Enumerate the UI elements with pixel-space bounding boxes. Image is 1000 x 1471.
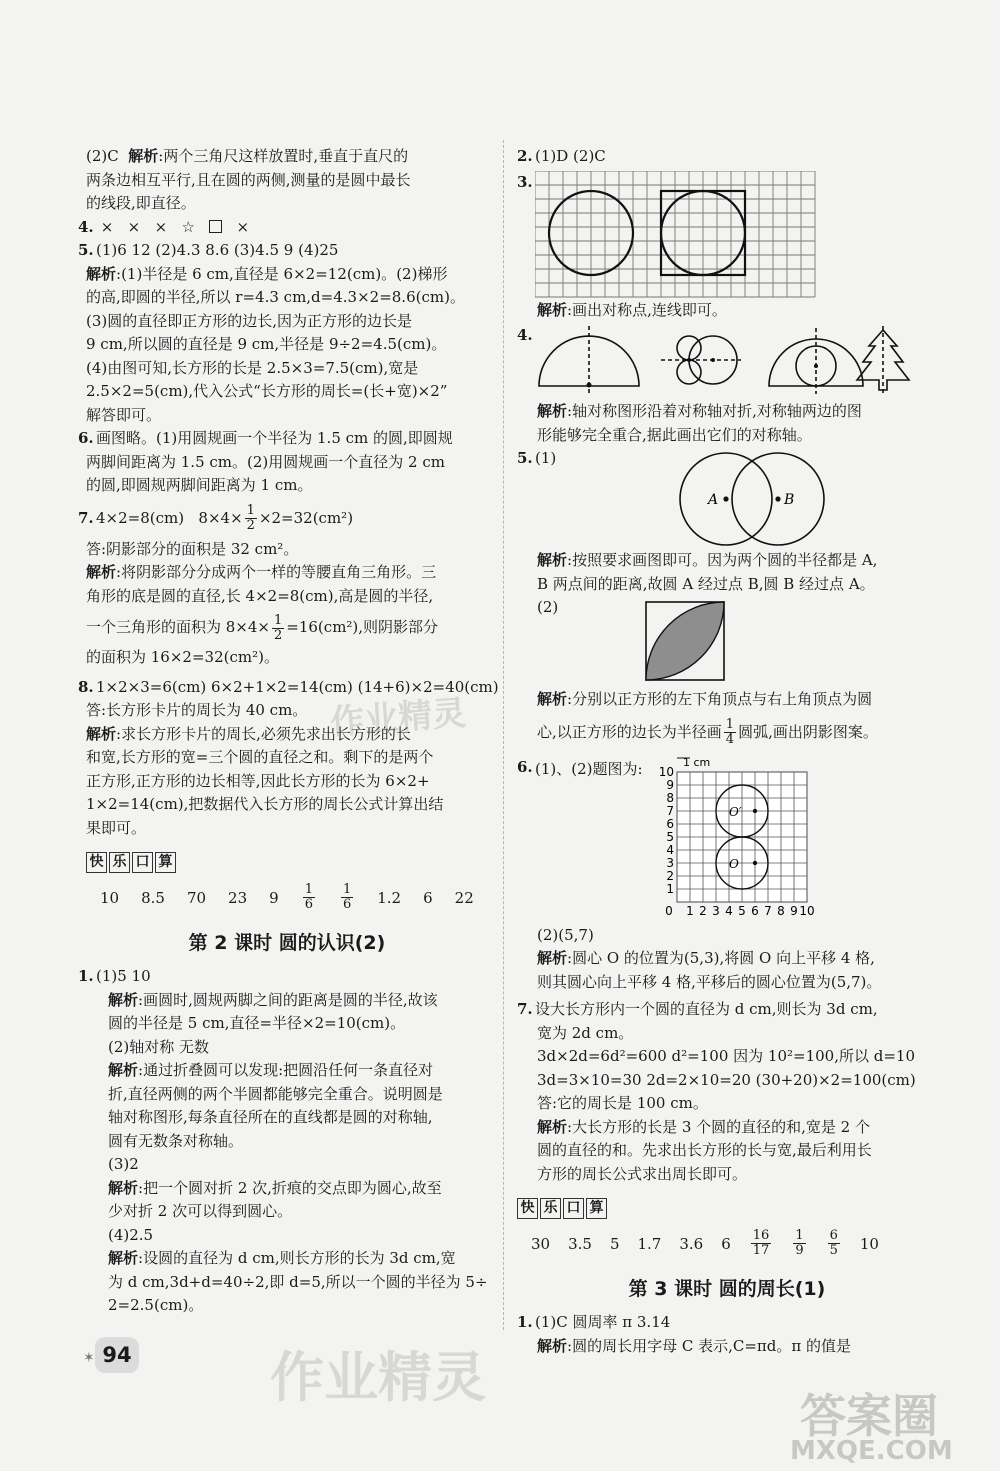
answer-value: 5 (609, 1234, 620, 1253)
equation: 1×2×3=6(cm) 6×2+1×2=14(cm) (14+6)×2=40(cm) (96, 677, 499, 696)
watermark: 作业精灵 (270, 1346, 486, 1409)
q5-analysis (86, 263, 488, 287)
badge-char: 口 (563, 1198, 584, 1219)
fraction (303, 883, 315, 912)
question-number: 5. (78, 241, 94, 259)
analysis-text: 形能够完全重合,据此画出它们的对称轴。 (537, 425, 812, 444)
point-label-b: B (784, 492, 795, 508)
analysis-text: 圆的半径是 5 cm,直径=半径×2=10(cm)。 (108, 1014, 406, 1032)
equation: 3d×2d=6d²=600 d²=100 因为 10²=100,所以 d=10 (537, 1047, 915, 1065)
analysis-text: 圆弧,画出阴影图案。 (738, 722, 878, 741)
q3-part2 (86, 145, 488, 169)
answer-text: (2)C (86, 147, 119, 165)
answer-text: 设大长方形内一个圆的直径为 d cm,则长为 3d cm, (535, 1000, 878, 1018)
analysis-label: 解析 (108, 1178, 139, 1197)
q6-coordinate-grid-figure (649, 756, 829, 916)
analysis-label: 解析 (128, 147, 159, 165)
equation: 4×2=8(cm) (96, 508, 185, 527)
analysis-text: :按照要求画图即可。因为两个圆的半径都是 A, (567, 551, 878, 569)
analysis-label: 解析 (108, 1061, 139, 1079)
analysis-text: (4)由图可知,长方形的长是 2.5×3=7.5(cm),宽是 (86, 358, 419, 377)
analysis-text: 折,直径两侧的两个半圆都能够完全重合。说明圆是 (108, 1084, 443, 1103)
answer-value: 8.5 (141, 888, 165, 907)
q4-line (78, 216, 488, 240)
answer-text: (1)D (2)C (535, 147, 606, 165)
analysis-text: 1×2=14(cm),把数据代入长方形的周长公式计算出结 (86, 795, 444, 813)
answer-value: 3.5 (568, 1234, 592, 1253)
x-tick-label: 7 (763, 903, 772, 916)
x-tick-label: 6 (750, 903, 759, 916)
x-tick-label: 1 (685, 903, 694, 916)
badge-char: 算 (586, 1198, 607, 1219)
label-o: O (728, 856, 739, 871)
x-tick-label: 10 (798, 903, 815, 916)
answer-text: (2)轴对称 无数 (108, 1037, 210, 1056)
x-tick-label: 3 (711, 903, 720, 916)
y-tick-label: 10 (658, 764, 674, 779)
answer-value: 10 (100, 888, 120, 907)
analysis-text: 的高,即圆的半径,所以 r=4.3 cm,d=4.3×2=8.6(cm)。 (86, 288, 465, 306)
answer-text: (3)2 (108, 1155, 139, 1173)
r-q5-analysis2-frac (517, 712, 937, 752)
r-q5-part2 (517, 596, 937, 684)
s2q1-a4-analysis (86, 1247, 488, 1271)
analysis-text: 的线段,即直径。 (86, 194, 196, 212)
y-tick-label: 3 (665, 855, 674, 870)
r-q4-analysis (517, 400, 937, 424)
s2q1-a1 (78, 965, 488, 989)
section-title: 第 3 课时 圆的周长(1) (628, 1278, 826, 1300)
answer-text: (1)、(2)题图为: (535, 759, 643, 778)
numerator: 1 (795, 1228, 804, 1243)
analysis-label: 解析 (86, 563, 117, 581)
label-o-prime: O′ (728, 804, 742, 819)
answer-text: 两脚间距离为 1.5 cm。(2)用圆规画一个直径为 2 cm (86, 452, 445, 471)
y-tick-label: 7 (665, 803, 674, 818)
numerator: 16 (752, 1228, 770, 1243)
watermark: MXQE.COM (790, 1436, 953, 1466)
q5-answer (78, 239, 488, 263)
answer-text: (4)2.5 (108, 1225, 154, 1244)
answer-value: 1.2 (377, 888, 402, 907)
watermark: 答案圈 (800, 1389, 938, 1443)
analysis-label: 解析 (537, 1336, 568, 1355)
analysis-text: 果即可。 (86, 818, 147, 837)
analysis-text: 2=2.5(cm)。 (108, 1296, 204, 1314)
fraction (793, 1229, 805, 1258)
r-q7-analysis (517, 1116, 937, 1140)
analysis-label: 解析 (86, 724, 117, 743)
analysis-text: 和宽,长方形的宽=三个圆的直径之和。剩下的是两个 (86, 748, 434, 766)
question-number: 5. (517, 449, 533, 467)
fraction (272, 614, 284, 643)
answer-value: 6 (423, 888, 433, 907)
numerator: 1 (304, 882, 313, 897)
answer-value: 6 (721, 1234, 731, 1253)
denominator: 9 (795, 1243, 804, 1258)
answer-text: 画图略。(1)用圆规画一个半径为 1.5 cm 的圆,即圆规 (96, 429, 453, 447)
q8-equation (78, 676, 499, 700)
answer-text: 的圆,即圆规两脚间距离为 1 cm。 (86, 476, 313, 494)
question-number: 3. (517, 172, 533, 191)
r-q6 (517, 755, 937, 916)
r-q7 (517, 998, 937, 1022)
question-number: 6. (517, 757, 533, 776)
question-number: 2. (517, 147, 533, 165)
x-tick-label: 4 (724, 903, 733, 916)
left-column (78, 145, 499, 1318)
fraction (724, 718, 736, 747)
x-tick-label: 0 (664, 903, 673, 916)
page-number: 94 (95, 1337, 139, 1373)
answer-value: 1.7 (637, 1234, 662, 1253)
y-tick-label: 8 (665, 790, 674, 805)
answer-value: 70 (186, 888, 207, 907)
analysis-text: 解答即可。 (86, 405, 162, 424)
question-number: 7. (78, 508, 94, 527)
s3q1-analysis (517, 1335, 937, 1359)
y-tick-label: 4 (665, 842, 674, 857)
question-number: 4. (78, 217, 94, 236)
answer-value: 30 (531, 1234, 551, 1253)
fraction (828, 1229, 840, 1258)
mark: × (100, 217, 114, 236)
answer-text: (1)5 10 (96, 967, 151, 985)
analysis-text: 角形的底是圆的直径,长 4×2=8(cm),高是圆的半径, (86, 586, 434, 605)
analysis-label: 解析 (108, 990, 139, 1009)
q5-two-circles-figure (626, 449, 886, 549)
x-tick-label: 2 (698, 903, 707, 916)
center-o-prime-dot (752, 808, 756, 812)
y-tick-label: 9 (665, 777, 674, 792)
analysis-text: 则其圆心向上平移 4 格,平移后的圆心位置为(5,7)。 (537, 972, 882, 991)
numerator: 1 (342, 882, 352, 897)
q6-line (78, 427, 488, 451)
equation: ×2=32(cm²) (258, 508, 354, 527)
y-tick-label: 2 (665, 868, 674, 883)
r-q4 (517, 326, 937, 396)
analysis-text: 方形的周长公式求出周长即可。 (537, 1164, 748, 1183)
analysis-label: 解析 (537, 690, 568, 708)
analysis-text: 圆有无数条对称轴。 (108, 1131, 244, 1150)
fraction (751, 1229, 772, 1258)
mark: × (154, 217, 168, 236)
answer-text: (1) (535, 449, 557, 467)
analysis-text: 正方形,正方形的边长相等,因此长方形的长为 6×2+ (86, 771, 430, 790)
denominator: 6 (304, 897, 313, 912)
kuaile-kousuan-badge (86, 852, 488, 873)
analysis-label: 解析 (537, 949, 568, 967)
r-q5-analysis2 (517, 688, 937, 712)
x-tick-label: 5 (737, 903, 746, 916)
analysis-text: :圆的周长用字母 C 表示,C=πd。π 的值是 (567, 1336, 851, 1355)
question-number: 7. (517, 1000, 533, 1018)
denominator: 5 (829, 1243, 838, 1258)
section-title: 第 2 课时 圆的认识(2) (188, 932, 386, 954)
analysis-label: 解析 (108, 1249, 139, 1267)
question-number: 8. (78, 677, 94, 696)
r-q2 (517, 145, 937, 169)
equation: 3d=3×10=30 2d=2×10=20 (30+20)×2=100(cm) (537, 1070, 916, 1089)
q7-equation (78, 498, 488, 538)
analysis-text: 两条边相互平行,且在圆的两侧,测量的是圆中最长 (86, 170, 411, 189)
answer-text: (1)6 12 (2)4.3 8.6 (3)4.5 9 (4)25 (96, 241, 339, 259)
kuaile-answers (517, 1229, 937, 1258)
s2q1-a2-analysis (86, 1059, 488, 1083)
x-tick-label: 8 (776, 903, 785, 916)
answer-value: 10 (859, 1234, 879, 1253)
badge-char: 快 (517, 1198, 538, 1219)
question-number: 6. (78, 429, 94, 447)
mark: ☆ (181, 217, 195, 236)
denominator: 17 (752, 1243, 770, 1258)
q3-grid-figure (535, 171, 817, 299)
q8-analysis (86, 723, 488, 747)
answer-text: (2)(5,7) (537, 925, 594, 944)
watermark: 作业精灵 (329, 693, 468, 743)
point-label-a: A (708, 492, 719, 508)
answer-text: 答:长方形卡片的周长为 40 cm。 (86, 701, 308, 719)
denominator: 2 (274, 627, 283, 643)
fraction (341, 883, 353, 912)
r-q6-analysis (517, 947, 937, 971)
badge-char: 算 (155, 852, 176, 873)
s2q1-a1-analysis (86, 989, 488, 1013)
analysis-text: :两个三角尺这样放置时,垂直于直尺的 (158, 147, 409, 165)
s2q1-a3-analysis (86, 1177, 488, 1201)
column-divider (503, 140, 504, 1330)
analysis-text: :把一个圆对折 2 次,折痕的交点即为圆心,故至 (138, 1178, 442, 1197)
badge-char: 乐 (540, 1198, 561, 1219)
mark: × (127, 217, 141, 236)
q4-symmetry-figures (535, 326, 915, 396)
r-q5-analysis1 (517, 549, 937, 573)
analysis-text: :将阴影部分分成两个一样的等腰直角三角形。三 (116, 563, 437, 581)
badge-char: 快 (86, 852, 107, 873)
answer-value: 3.6 (679, 1234, 704, 1253)
question-number: 1. (78, 967, 94, 985)
analysis-label: 解析 (86, 264, 117, 283)
kuaile-kousuan-badge (517, 1198, 937, 1219)
analysis-text: (3)圆的直径即正方形的边长,因为正方形的边长是 (86, 311, 413, 330)
answer-text: 宽为 2d cm。 (537, 1023, 634, 1042)
q7-analysis-frac-line (86, 608, 488, 646)
star-icon: ✶ (83, 1350, 95, 1366)
analysis-text: :大长方形的长是 3 个圆的直径的和,宽是 2 个 (567, 1117, 870, 1136)
s3q1-answer (517, 1311, 937, 1335)
numerator: 1 (246, 503, 255, 518)
analysis-text: 的面积为 16×2=32(cm²)。 (86, 648, 279, 666)
analysis-text: 心,以正方形的边长为半径画 (537, 722, 722, 741)
badge-char: 乐 (109, 852, 130, 873)
center-o-dot (752, 860, 756, 864)
analysis-text: :轴对称图形沿着对称轴对折,对称轴两边的图 (567, 402, 862, 420)
answer-text: (2) (537, 598, 559, 616)
badge-char: 口 (132, 852, 153, 873)
analysis-text: :分别以正方形的左下角顶点与右上角顶点为圆 (567, 690, 873, 708)
answer-text: 答:它的周长是 100 cm。 (537, 1094, 708, 1112)
answer-text: (1)C 圆周率 π 3.14 (535, 1313, 671, 1331)
x-tick-label: 9 (789, 903, 798, 916)
analysis-text: :通过折叠圆可以发现:把圆沿任何一条直径对 (138, 1061, 434, 1079)
y-tick-label: 1 (665, 881, 674, 896)
analysis-text: :(1)半径是 6 cm,直径是 6×2=12(cm)。(2)梯形 (116, 264, 448, 283)
denominator: 6 (342, 897, 352, 912)
numerator: 1 (725, 717, 735, 732)
analysis-label: 解析 (537, 1117, 568, 1136)
analysis-text: :求长方形卡片的周长,必须先求出长方形的长 (116, 724, 411, 743)
answer-text: 答:阴影部分的面积是 32 cm²。 (86, 539, 299, 558)
analysis-text: B 两点间的距离,故圆 A 经过点 B,圆 B 经过点 A。 (537, 574, 875, 593)
question-number: 4. (517, 326, 533, 344)
answer-value: 9 (269, 888, 279, 907)
numerator: 6 (829, 1228, 838, 1243)
analysis-text: :画圆时,圆规两脚之间的距离是圆的半径,故该 (138, 990, 438, 1009)
analysis-text: 2.5×2=5(cm),代入公式“长方形的周长=(长+宽)×2” (86, 382, 448, 400)
r-q5 (517, 449, 937, 549)
r-q3-analysis (517, 299, 937, 323)
question-number: 1. (517, 1313, 533, 1331)
analysis-text: 为 d cm,3d+d=40÷2,即 d=5,所以一个圆的半径为 5÷ (108, 1272, 488, 1291)
analysis-text: :画出对称点,连线即可。 (567, 300, 727, 319)
square-mark-icon (209, 220, 222, 233)
analysis-text: =16(cm²),则阴影部分 (286, 618, 439, 636)
analysis-text: :设圆的直径为 d cm,则长方形的长为 3d cm,宽 (138, 1249, 456, 1267)
analysis-text: 圆的直径的和。先求出长方形的长与宽,最后利用长 (537, 1141, 872, 1159)
analysis-text: :圆心 O 的位置为(5,3),将圆 O 向上平移 4 格, (567, 949, 875, 967)
q7-analysis (86, 561, 488, 585)
right-column (517, 145, 937, 1358)
fraction (245, 504, 257, 533)
denominator: 2 (246, 518, 255, 533)
answer-value: 23 (228, 888, 248, 907)
r-q3 (517, 171, 937, 299)
analysis-label: 解析 (537, 402, 568, 420)
equation: 8×4× (198, 508, 243, 527)
kuaile-answers (86, 883, 488, 912)
analysis-text: 少对折 2 次可以得到圆心。 (108, 1202, 293, 1220)
analysis-label: 解析 (537, 551, 568, 569)
q5-shaded-square-figure (644, 600, 734, 684)
analysis-text: 轴对称图形,每条直径所在的直线都是圆的对称轴, (108, 1108, 433, 1126)
answer-value: 22 (454, 888, 474, 907)
y-tick-label: 5 (665, 829, 674, 844)
analysis-label: 解析 (537, 300, 568, 319)
y-tick-label: 6 (665, 816, 674, 831)
numerator: 1 (274, 612, 283, 628)
denominator: 4 (725, 732, 735, 747)
mark: × (236, 217, 250, 236)
analysis-text: 9 cm,所以圆的直径是 9 cm,半径是 9÷2=4.5(cm)。 (86, 335, 447, 353)
analysis-text: 一个三角形的面积为 8×4× (86, 618, 270, 636)
unit-label: 1 cm (682, 755, 710, 769)
